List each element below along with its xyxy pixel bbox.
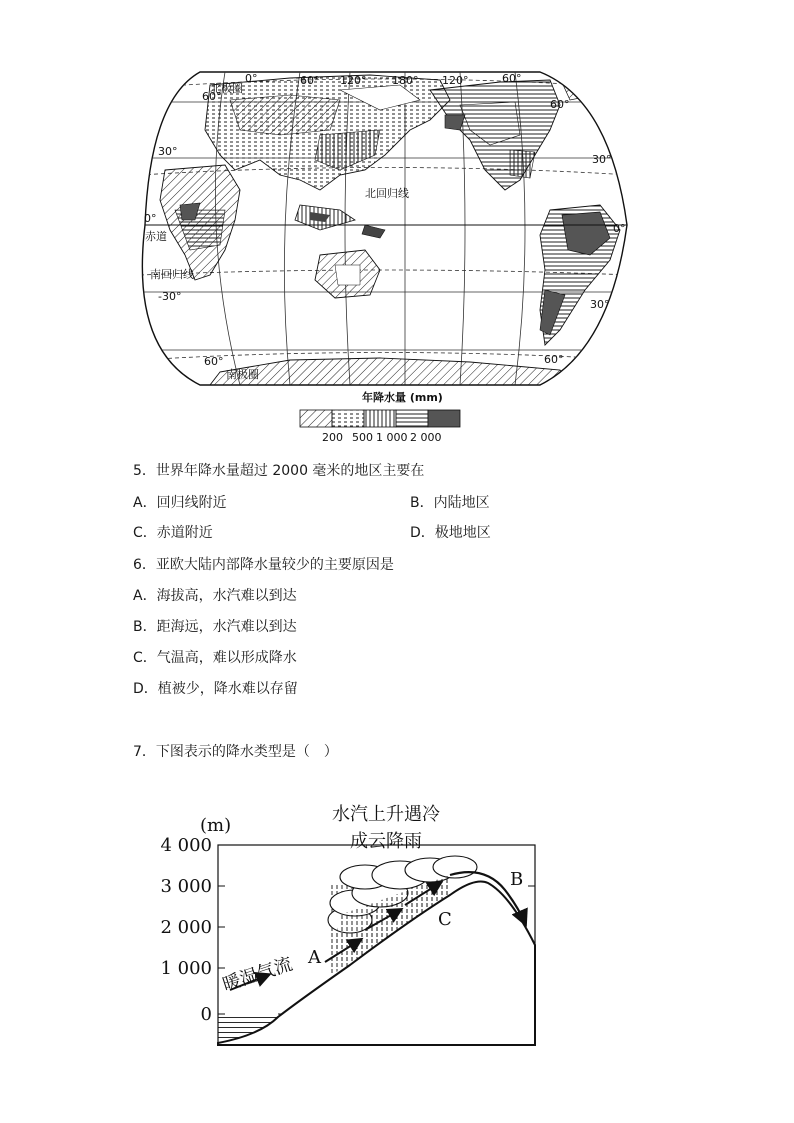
y-tick-0: 0 (200, 1004, 212, 1025)
legend-title: 年降水量 (mm) (362, 391, 443, 404)
lat-label-right-60n: 60° (550, 98, 570, 111)
point-c-label: C (438, 909, 452, 930)
lat-label-right-30n: 30° (592, 153, 612, 166)
question-5-stem: 5．世界年降水量超过 2000 毫米的地区主要在 (133, 463, 425, 479)
lat-label-right-60s: 60° (544, 353, 564, 366)
lon-label-120w: 120° (442, 74, 469, 87)
y-tick-2000: 2 000 (160, 917, 212, 938)
tropic-capricorn-label: 南回归线 (150, 268, 194, 281)
arctic-circle-label: 北极圈 (210, 82, 243, 95)
y-tick-1000: 1 000 (160, 958, 212, 979)
diagram-title-line1: 水汽上升遇冷 (332, 804, 440, 825)
equator-label: 赤道 (145, 230, 167, 243)
lat-label-left-0: 0° (144, 212, 157, 225)
diagram-title-line2: 成云降雨 (350, 831, 422, 852)
lon-label-60e: 60° (300, 74, 320, 87)
lat-label-right-0: 0° (613, 222, 626, 235)
precipitation-legend (300, 410, 460, 427)
y-tick-4000: 4 000 (160, 835, 212, 856)
lat-label-right-30s: 30° (590, 298, 610, 311)
tropic-cancer-label: 北回归线 (365, 187, 409, 200)
legend-value-1000: 1 000 (376, 431, 408, 444)
legend-value-2000: 2 000 (410, 431, 442, 444)
lat-label-left-30n: 30° (158, 145, 178, 158)
lon-label-120e: 120° (340, 74, 367, 87)
question-6-option-c[interactable]: C．气温高，难以形成降水 (133, 650, 297, 666)
question-5-option-d[interactable]: D．极地地区 (410, 525, 491, 541)
y-axis-unit: (m) (200, 815, 232, 836)
question-7-stem: 7．下图表示的降水类型是（ ） (133, 744, 338, 760)
question-6-stem: 6．亚欧大陆内部降水量较少的主要原因是 (133, 557, 394, 573)
lon-label-60w: 60° (502, 72, 522, 85)
question-6-option-d[interactable]: D．植被少，降水难以存留 (133, 681, 298, 697)
lat-label-left-60n: 60° (202, 90, 222, 103)
y-tick-3000: 3 000 (160, 876, 212, 897)
antarctic-circle-label: 南极圈 (226, 368, 259, 381)
question-6-option-b[interactable]: B．距海远，水汽难以到达 (133, 619, 297, 635)
lon-label-180: 180° (392, 74, 419, 87)
lat-label-left-60s: 60° (204, 355, 224, 368)
legend-value-500: 500 (352, 431, 373, 444)
legend-value-200: 200 (322, 431, 343, 444)
point-a-label: A (308, 947, 321, 968)
world-precipitation-map (140, 60, 660, 455)
orographic-rainfall-diagram (150, 795, 560, 1055)
question-5-option-b[interactable]: B．内陆地区 (410, 495, 490, 511)
question-6-option-a[interactable]: A．海拔高，水汽难以到达 (133, 588, 297, 604)
point-b-label: B (510, 869, 524, 890)
lat-label-left-30s: -30° (158, 290, 182, 303)
lon-label-0: 0° (245, 72, 258, 85)
question-5-option-a[interactable]: A．回归线附近 (133, 495, 227, 511)
warm-moist-airflow-label: 暖湿气流 (220, 953, 296, 996)
question-5-option-c[interactable]: C．赤道附近 (133, 525, 213, 541)
